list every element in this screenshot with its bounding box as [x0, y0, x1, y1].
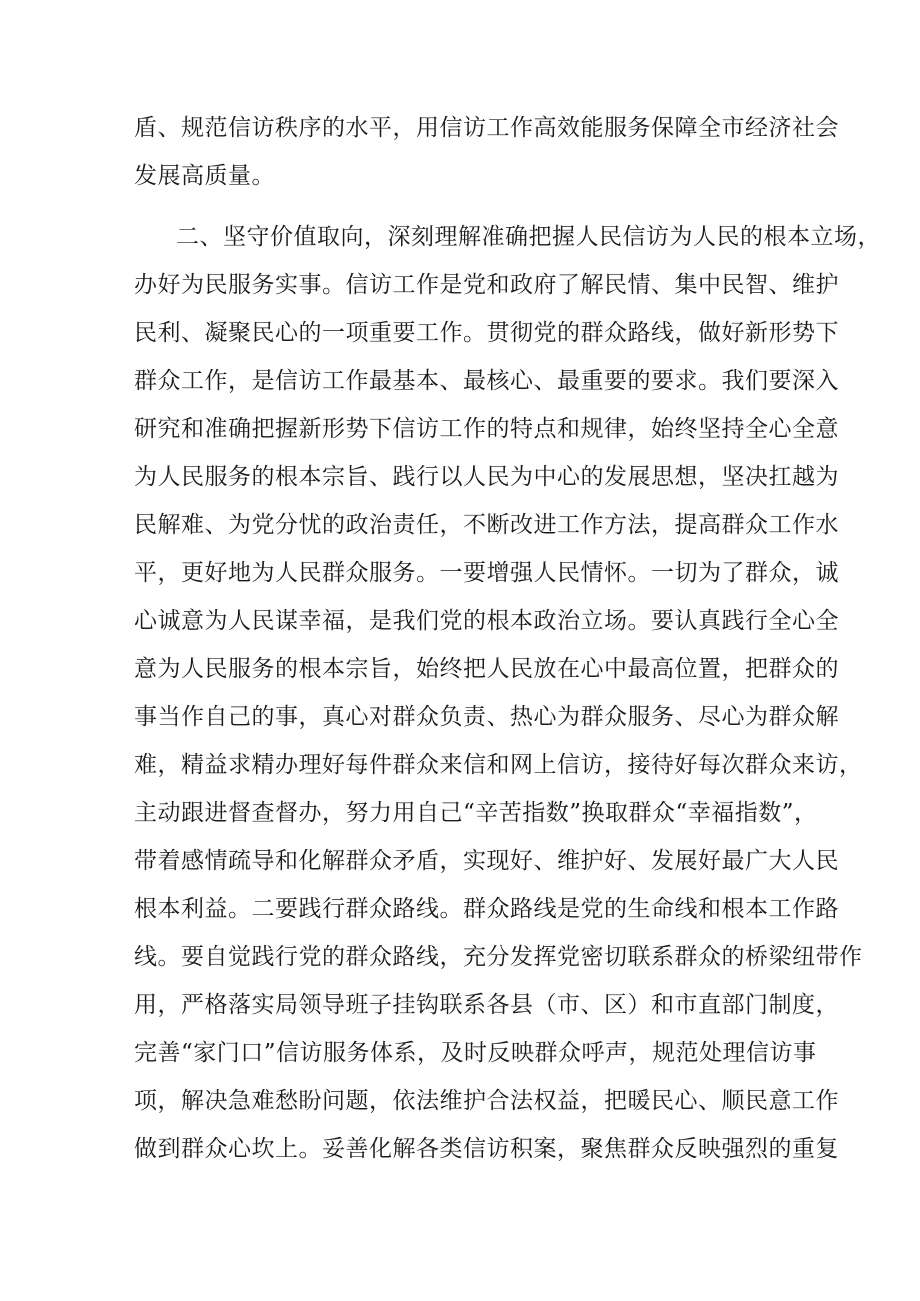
- text-line-14: 难，精益求精办理好每件群众来信和网上信访，接待好每次群众来访，: [134, 752, 863, 778]
- text-line-2: 发展高质量。: [134, 163, 275, 189]
- text-line-13: 事当作自己的事，真心对群众负责、热心为群众服务、尽心为群众解: [134, 704, 839, 730]
- text-line-5: 民利、凝聚民心的一项重要工作。贯彻党的群众路线，做好新形势下: [134, 320, 839, 346]
- text-line-10: 平，更好地为人民群众服务。一要增强人民情怀。一切为了群众，诚: [134, 560, 839, 586]
- text-line-18: 线。要自觉践行党的群众路线，充分发挥党密切联系群众的桥梁纽带作: [134, 944, 863, 970]
- text-line-15: 主动跟进督查督办，努力用自己“辛苦指数”换取群众“幸福指数”，: [134, 800, 818, 826]
- text-line-9: 民解难、为党分忧的政治责任，不断改进工作方法，提高群众工作水: [134, 512, 839, 538]
- text-line-11: 心诚意为人民谋幸福，是我们党的根本政治立场。要认真践行全心全: [134, 608, 839, 634]
- text-line-8: 为人民服务的根本宗旨、践行以人民为中心的发展思想，坚决扛越为: [134, 464, 839, 490]
- text-line-7: 研究和准确把握新形势下信访工作的特点和规律，始终坚持全心全意: [134, 416, 839, 442]
- text-line-6: 群众工作，是信访工作最基本、最核心、最重要的要求。我们要深入: [134, 368, 839, 394]
- section-heading-line: 二、坚守价值取向，深刻理解准确把握人民信访为人民的根本立场，: [176, 224, 881, 250]
- text-line-20: 完善“家门口”信访服务体系，及时反映群众呼声，规范处理信访事: [134, 1040, 817, 1066]
- text-line-12: 意为人民服务的根本宗旨，始终把人民放在心中最高位置，把群众的: [134, 656, 839, 682]
- text-line-22: 做到群众心坎上。妥善化解各类信访积案，聚焦群众反映强烈的重复: [134, 1136, 839, 1162]
- text-line-19: 用，严格落实局领导班子挂钩联系各县（市、区）和市直部门制度，: [134, 992, 839, 1018]
- text-line-4: 办好为民服务实事。信访工作是党和政府了解民情、集中民智、维护: [134, 272, 839, 298]
- text-line-17: 根本利益。二要践行群众路线。群众路线是党的生命线和根本工作路: [134, 896, 839, 922]
- text-line-21: 项，解决急难愁盼问题，依法维护合法权益，把暖民心、顺民意工作: [134, 1088, 839, 1114]
- text-line-16: 带着感情疏导和化解群众矛盾，实现好、维护好、发展好最广大人民: [134, 848, 839, 874]
- text-line-1: 盾、规范信访秩序的水平，用信访工作高效能服务保障全市经济社会: [134, 115, 839, 141]
